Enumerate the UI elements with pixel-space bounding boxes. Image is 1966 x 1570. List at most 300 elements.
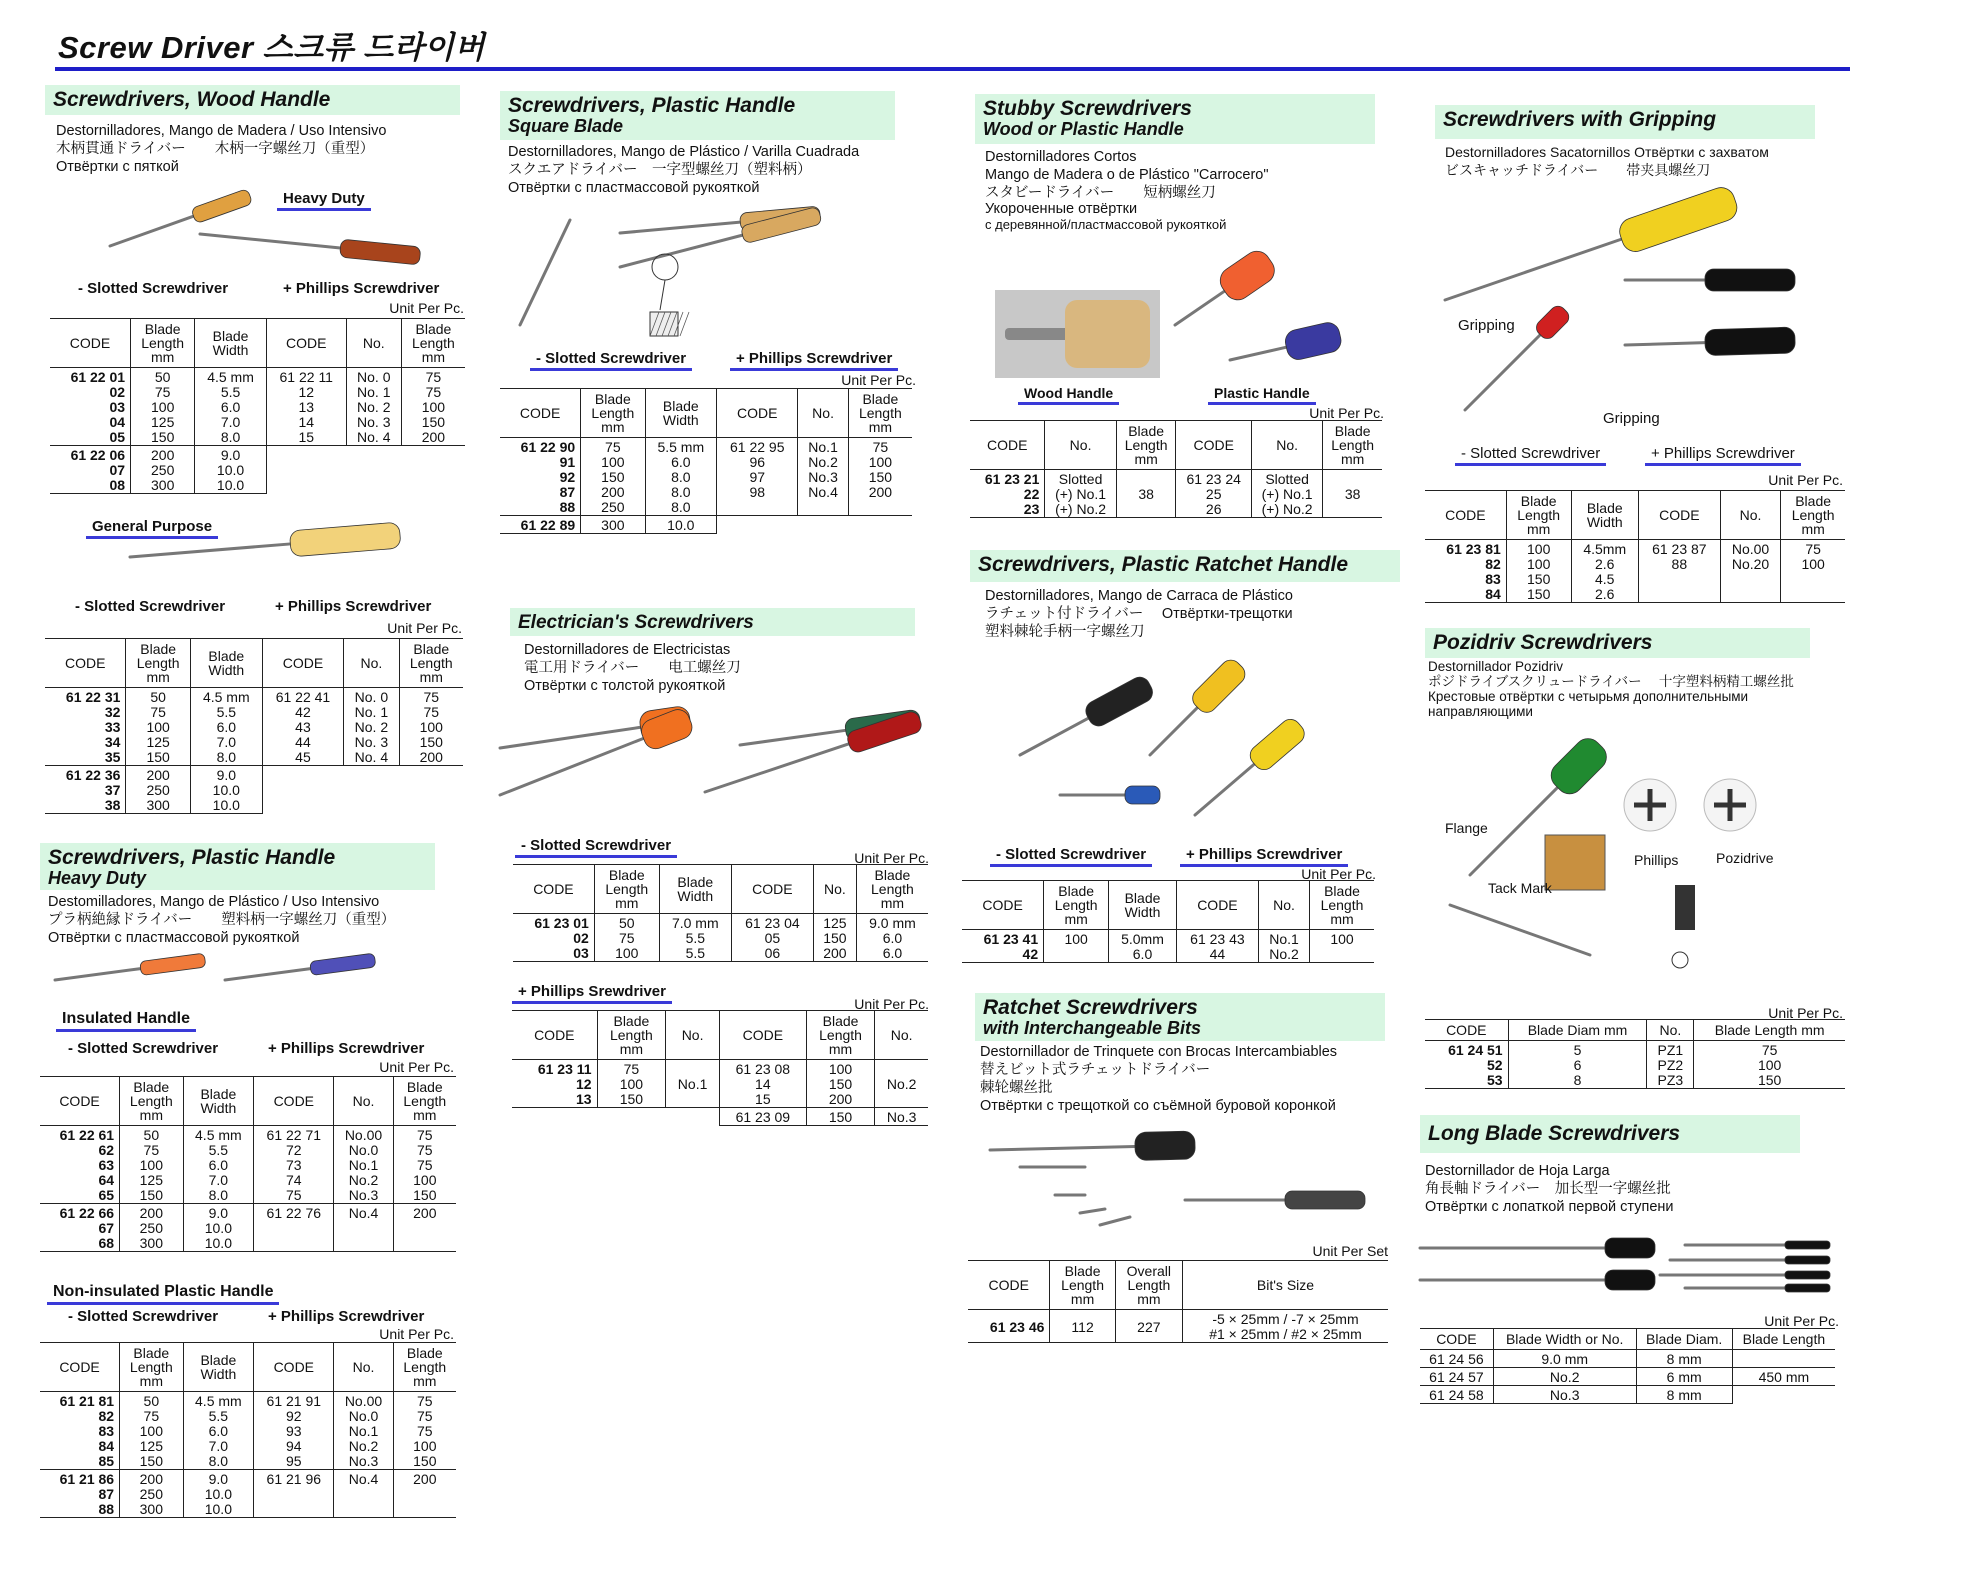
table-cell: 4.5 mm <box>183 1392 254 1410</box>
table-cell: (+) No.1 <box>1251 487 1322 502</box>
table-cell: 300 <box>581 516 645 534</box>
table-cell: 100 <box>131 400 195 415</box>
table-cell <box>266 478 346 494</box>
code-cell: 08 <box>50 478 131 494</box>
table-cell: 150 <box>393 1188 456 1204</box>
table-cell <box>266 446 346 464</box>
wood-general-purpose-table <box>45 638 463 814</box>
table-cell: 12 <box>266 385 346 400</box>
table-cell: 75 <box>393 1409 456 1424</box>
table-cell: 150 <box>401 415 465 430</box>
screwdriver-handle <box>1082 674 1156 730</box>
section-header-long-blade <box>1420 1115 1800 1153</box>
column-header: Blade Diam. <box>1636 1329 1732 1350</box>
table-cell: No.3 <box>334 1188 393 1204</box>
table-cell: 250 <box>131 463 195 478</box>
screwdriver-icon <box>1230 320 1343 361</box>
code-cell: 61 23 21 <box>984 471 1040 487</box>
code-cell: 92 <box>559 469 576 485</box>
table-cell <box>346 446 401 464</box>
title-rule <box>55 67 1850 71</box>
table-cell: No. 3 <box>346 415 401 430</box>
code-cell: 03 <box>513 946 594 962</box>
section-header-plastic-heavy-duty <box>40 843 435 890</box>
table-cell: 50 <box>120 1126 183 1144</box>
table-cell: 88 <box>1638 557 1720 572</box>
code-cell: 23 <box>970 502 1045 518</box>
table-cell <box>254 1221 334 1236</box>
table-cell: 250 <box>581 500 645 516</box>
column-header: CODE <box>40 1077 120 1126</box>
table-cell <box>1732 1386 1835 1404</box>
gripping-description <box>1445 143 1769 179</box>
pozidriv-tip-small-icon <box>1672 952 1688 968</box>
table-row <box>962 930 1374 948</box>
phillips-label: + Phillips Screwdriver <box>1645 445 1801 466</box>
table-cell: 9.0 <box>195 446 267 464</box>
table-cell: No. 0 <box>344 688 399 706</box>
table-cell: PZ1 <box>1647 1041 1694 1059</box>
table-cell: 61 23 24 <box>1176 470 1251 488</box>
table-cell <box>875 1060 928 1078</box>
table-cell: 75 <box>581 438 645 456</box>
table-cell: 45 <box>262 750 344 766</box>
table-cell <box>1720 572 1780 587</box>
wood-heavy-duty-table <box>50 318 465 494</box>
table-cell: 75 <box>597 1060 666 1078</box>
column-header: Blade Length mm <box>594 865 659 914</box>
table-cell: No.00 <box>334 1392 393 1410</box>
table-cell: 25 <box>1176 487 1251 502</box>
table-cell: 150 <box>393 1454 456 1470</box>
column-header: No. <box>1251 421 1322 470</box>
code-cell: 63 <box>98 1157 115 1173</box>
table-cell: 100 <box>1781 557 1845 572</box>
table-cell: 300 <box>126 798 191 814</box>
column-header: No. <box>798 389 848 438</box>
table-cell <box>254 1236 334 1252</box>
slotted-label: - Slotted Screwdriver <box>75 598 226 615</box>
column-header: CODE <box>1425 1020 1508 1041</box>
screwdriver-icon <box>200 234 421 265</box>
code-cell: 61 24 56 <box>1420 1350 1493 1368</box>
table-cell: No. 4 <box>344 750 399 766</box>
screwdriver-handle <box>1605 1270 1655 1290</box>
desc-spanish: Destomilladores, Mango de Plástico / Uso Intensivo <box>48 894 380 910</box>
column-header: Blade Length mm <box>401 319 465 368</box>
table-row <box>500 500 912 516</box>
table-cell: 75 <box>120 1143 183 1158</box>
phillips-label: + Phillips Screwdriver <box>268 1308 425 1325</box>
table-cell: 100 <box>597 1077 666 1092</box>
tack-mark-label: Tack Mark <box>1488 880 1552 896</box>
column-header: Blade Length mm <box>856 865 928 914</box>
table-cell: 227 <box>1115 1310 1182 1343</box>
desc-russian: Отвёртки с пластмассовой рукояткой <box>48 930 300 946</box>
table-cell: 200 <box>399 750 463 766</box>
table-row <box>970 487 1382 502</box>
table-cell: No.2 <box>1259 947 1310 963</box>
table-cell: 98 <box>717 485 798 500</box>
spec-table <box>513 864 928 962</box>
section-header-square-blade <box>500 91 895 140</box>
column-header: CODE <box>962 881 1044 930</box>
table-cell: 61 21 96 <box>254 1470 334 1488</box>
column-header: Blade Length mm <box>806 1011 875 1060</box>
code-cell: 33 <box>104 719 121 735</box>
table-cell: 50 <box>120 1392 183 1410</box>
spec-table <box>1425 1019 1845 1089</box>
screwdriver-handle <box>1785 1241 1830 1249</box>
code-cell: 61 22 01 <box>70 369 126 385</box>
table-cell: 100 <box>1694 1058 1845 1073</box>
code-cell: 61 23 41 <box>983 931 1039 947</box>
table-row <box>40 1173 456 1188</box>
column-header: No. <box>1647 1020 1694 1041</box>
table-row <box>50 400 465 415</box>
plastic-stubby-image <box>1170 240 1370 380</box>
table-row <box>50 463 465 478</box>
table-cell <box>334 1221 393 1236</box>
table-row <box>40 1188 456 1204</box>
table-cell: 125 <box>131 415 195 430</box>
table-cell: No. 1 <box>344 705 399 720</box>
code-cell: 12 <box>576 1076 592 1092</box>
table-cell: 43 <box>262 720 344 735</box>
screwdriver-icon <box>1020 674 1156 755</box>
table-row <box>1425 557 1845 572</box>
table-cell: 100 <box>581 455 645 470</box>
code-cell: 88 <box>500 500 581 516</box>
non-insulated-label: Non-insulated Plastic Handle <box>47 1283 279 1305</box>
pozidrive-tip-label: Pozidrive <box>1716 850 1774 866</box>
section-title: Screwdrivers, Wood Handle <box>53 88 331 111</box>
table-cell: No. 0 <box>346 368 401 386</box>
desc-russian: Отвёртки с лопаткой первой ступени <box>1425 1199 1674 1215</box>
column-header: Blade Length <box>1732 1329 1835 1350</box>
table-cell: 4.5 mm <box>195 368 267 386</box>
code-cell: 03 <box>109 399 126 415</box>
table-cell <box>798 516 848 534</box>
table-header-row <box>40 1077 456 1126</box>
gripping-label: Gripping <box>1458 317 1515 334</box>
section-header-ratchet-bits <box>975 993 1385 1041</box>
table-cell: No.2 <box>1493 1368 1636 1386</box>
screwdriver-handle <box>1785 1271 1830 1279</box>
code-cell: 61 23 01 <box>534 915 589 931</box>
table-row <box>970 470 1382 488</box>
table-cell <box>875 1092 928 1108</box>
screwdriver-shaft <box>1445 239 1622 300</box>
table-cell: 10.0 <box>195 463 267 478</box>
screwdriver-shaft <box>620 235 743 267</box>
table-cell: 250 <box>126 783 191 798</box>
gripping-label: Gripping <box>1603 410 1660 427</box>
unit-label: Unit Per Set <box>1312 1243 1388 1259</box>
desc-japanese-chinese: スクエアドライバー 一字型螺丝刀（塑料柄） <box>508 162 812 178</box>
code-cell: 61 22 90 <box>520 439 576 455</box>
table-cell: 14 <box>719 1077 806 1092</box>
table-cell: 10.0 <box>195 478 267 494</box>
table-cell: 200 <box>120 1470 183 1488</box>
screwdriver-icon <box>1445 184 1741 300</box>
desc-japanese-chinese: ポジドライブスクリュードライバー 十字塑料柄精工螺丝批 <box>1428 674 1794 689</box>
screwdriver-shaft <box>1020 718 1088 755</box>
phillips-label: + Phillips Screwdriver <box>730 350 898 371</box>
column-header: CODE <box>1425 491 1506 540</box>
code-cell: 05 <box>50 430 131 446</box>
section-header-pozidriv <box>1425 628 1810 658</box>
table-row <box>1425 1041 1845 1059</box>
column-header: Blade Length mm <box>848 389 912 438</box>
code-cell: 84 <box>1425 587 1506 603</box>
column-header: Blade Width <box>183 1077 254 1126</box>
table-cell: 75 <box>393 1158 456 1173</box>
table-cell <box>266 463 346 478</box>
table-cell: PZ2 <box>1647 1058 1694 1073</box>
section-header-ratchet-handle <box>970 550 1400 582</box>
code-cell: 61 21 86 <box>40 1470 120 1488</box>
screwdriver-icon <box>1150 656 1249 755</box>
desc-russian: Отвёртки с пластмассовой рукояткой <box>508 180 760 196</box>
screwdriver-shaft <box>620 222 740 233</box>
table-cell: 61 23 08 <box>719 1060 806 1078</box>
column-header: Blade Width <box>645 389 717 438</box>
table-cell: 13 <box>266 400 346 415</box>
table-cell: 250 <box>120 1221 183 1236</box>
table-cell: 61 23 04 <box>731 914 813 932</box>
table-header-row <box>968 1261 1388 1310</box>
column-header: Blade Width or No. <box>1493 1329 1636 1350</box>
screwdriver-shaft <box>500 727 641 748</box>
column-header: CODE <box>1176 881 1258 930</box>
unit-label: Unit Per Pc. <box>379 1059 454 1075</box>
table-cell: 6.0 <box>190 720 262 735</box>
table-cell <box>798 500 848 516</box>
table-row <box>50 368 465 386</box>
table-cell: No.1 <box>334 1424 393 1439</box>
table-cell: No.4 <box>334 1470 393 1488</box>
table-cell: 200 <box>126 766 191 784</box>
code-cell: 91 <box>559 454 576 470</box>
table-cell: 61 22 76 <box>254 1204 334 1222</box>
code-cell: 61 22 66 <box>40 1204 120 1222</box>
column-header: Blade Diam mm <box>1508 1020 1647 1041</box>
screwdriver-shaft <box>1100 1217 1130 1225</box>
screwdriver-icon <box>1100 1217 1130 1225</box>
section-header-gripping <box>1435 105 1815 139</box>
section-subtitle: Wood or Plastic Handle <box>983 119 1184 139</box>
table-row <box>45 705 463 720</box>
table-row <box>40 1204 456 1222</box>
table-cell <box>393 1502 456 1518</box>
table-cell: 44 <box>1176 947 1258 963</box>
arrow-icon <box>660 280 665 310</box>
column-header: No. <box>813 865 856 914</box>
spec-table <box>962 880 1374 963</box>
spec-table <box>50 318 465 494</box>
slotted-label: - Slotted Screwdriver <box>1455 445 1606 466</box>
table-row <box>513 931 928 946</box>
column-header: Blade Length mm <box>399 639 463 688</box>
table-row <box>40 1392 456 1410</box>
table-cell <box>1323 502 1382 518</box>
table-cell <box>346 478 401 494</box>
table-cell: 100 <box>1310 930 1375 948</box>
table-cell: 10.0 <box>183 1221 254 1236</box>
table-header-row <box>512 1011 928 1060</box>
table-cell: 75 <box>401 385 465 400</box>
table-cell <box>666 1108 720 1126</box>
screwdriver-icon <box>705 710 923 792</box>
table-cell: 200 <box>393 1204 456 1222</box>
phillips-tip-label: Phillips <box>1634 852 1679 868</box>
table-cell: 8.0 <box>190 750 262 766</box>
table-cell: 7.0 <box>195 415 267 430</box>
table-cell: 74 <box>254 1173 334 1188</box>
code-cell: 88 <box>40 1502 120 1518</box>
table-cell: 10.0 <box>183 1502 254 1518</box>
ratchet-handle-image <box>1000 645 1340 835</box>
code-cell: 61 24 57 <box>1420 1368 1493 1386</box>
table-cell: 5.5 <box>183 1143 254 1158</box>
table-cell: 100 <box>1506 557 1571 572</box>
table-cell <box>717 516 798 534</box>
table-cell: (+) No.1 <box>1045 487 1116 502</box>
table-cell: No.1 <box>798 438 848 456</box>
square-blade-image <box>520 215 830 340</box>
table-cell: 150 <box>1694 1073 1845 1089</box>
code-cell: 52 <box>1487 1057 1503 1073</box>
table-cell: No.4 <box>334 1204 393 1222</box>
code-cell <box>512 1108 597 1126</box>
table-cell: 8 mm <box>1636 1386 1732 1404</box>
section-subtitle: Heavy Duty <box>48 868 147 888</box>
screwdriver-icon <box>1660 1271 1830 1279</box>
table-row <box>970 502 1382 518</box>
column-header: CODE <box>500 389 581 438</box>
desc-spanish-2: Mango de Madera o de Plástico "Carrocero" <box>985 167 1269 183</box>
screwdriver-handle <box>1605 1238 1655 1258</box>
gripping-screwdriver-image <box>1435 180 1805 435</box>
table-row <box>1425 587 1845 603</box>
table-cell: No.3 <box>798 470 848 485</box>
table-cell <box>334 1236 393 1252</box>
table-cell: 150 <box>120 1188 183 1204</box>
unit-label: Unit Per Pc. <box>854 850 929 866</box>
column-header: Blade Length mm <box>120 1077 183 1126</box>
table-cell <box>399 783 463 798</box>
section-title: Screwdrivers, Plastic Handle <box>508 94 796 117</box>
table-cell: (+) No.2 <box>1045 502 1116 518</box>
screwdriver-shaft <box>520 220 570 325</box>
desc-russian: Отвёртки с пяткой <box>56 159 179 175</box>
table-cell: 150 <box>399 735 463 750</box>
column-header: Blade Width <box>659 865 731 914</box>
screwdriver-handle <box>310 953 376 975</box>
section-header-stubby <box>975 94 1375 144</box>
column-header: CODE <box>968 1261 1050 1310</box>
table-cell: 75 <box>848 438 912 456</box>
table-cell <box>666 1060 720 1078</box>
wood-handle <box>1065 300 1150 368</box>
table-cell: 75 <box>1781 540 1845 558</box>
stubby-description <box>985 148 1269 232</box>
table-row <box>1420 1386 1835 1404</box>
slotted-label: - Slotted Screwdriver <box>990 846 1152 867</box>
table-cell: 61 21 91 <box>254 1392 334 1410</box>
code-cell: 64 <box>98 1172 115 1188</box>
table-row <box>1420 1368 1835 1386</box>
table-cell: 7.0 mm <box>659 914 731 932</box>
section-title: Electrician's Screwdrivers <box>518 612 754 633</box>
table-cell: 10.0 <box>190 798 262 814</box>
spec-table <box>500 388 912 534</box>
desc-chinese: 棘轮螺丝批 <box>980 1080 1053 1096</box>
table-row <box>50 385 465 400</box>
table-row <box>40 1487 456 1502</box>
desc-japanese: 替えビット式ラチェットドライバー <box>980 1062 1211 1078</box>
table-cell: No.3 <box>334 1454 393 1470</box>
stubby-table <box>970 420 1382 518</box>
desc-russian: Отвёртки с толстой рукояткой <box>524 678 726 694</box>
code-cell: 87 <box>98 1486 115 1502</box>
square-description <box>508 143 859 197</box>
desc-chinese: 塑料棘轮手柄一字螺丝刀 <box>985 624 1145 640</box>
column-header: No. <box>666 1011 720 1060</box>
table-cell <box>717 500 798 516</box>
table-cell: 100 <box>120 1158 183 1173</box>
unit-label: Unit Per Pc. <box>389 300 464 316</box>
table-header-row <box>970 421 1382 470</box>
column-header: Bit's Size <box>1182 1261 1388 1310</box>
code-cell: 61 23 81 <box>1446 541 1501 557</box>
wood-handle-heavy-duty-image <box>100 196 430 276</box>
plastic-handle-label: Plastic Handle <box>1208 385 1316 405</box>
column-header: No. <box>1259 881 1310 930</box>
table-cell: 4.5 <box>1571 572 1638 587</box>
table-row <box>500 485 912 500</box>
table-cell: 50 <box>131 368 195 386</box>
table-row <box>50 446 465 464</box>
table-cell <box>399 766 463 784</box>
table-cell: 92 <box>254 1409 334 1424</box>
column-header: No. <box>875 1011 928 1060</box>
column-header: CODE <box>512 1011 597 1060</box>
desc-russian-2: с деревянной/пластмассовой рукояткой <box>985 217 1227 232</box>
table-cell: 100 <box>806 1060 875 1078</box>
table-cell: 150 <box>120 1454 183 1470</box>
table-cell: 8.0 <box>183 1454 254 1470</box>
table-row <box>45 750 463 766</box>
table-cell: 61 23 43 <box>1176 930 1258 948</box>
slotted-label: - Slotted Screwdriver <box>68 1040 219 1057</box>
table-cell: 93 <box>254 1424 334 1439</box>
table-row <box>512 1092 928 1108</box>
table-cell: 200 <box>806 1092 875 1108</box>
table-row <box>512 1108 928 1126</box>
desc-spanish: Destornillador de Hoja Larga <box>1425 1163 1610 1179</box>
table-cell: 61 22 71 <box>254 1126 334 1144</box>
screwdriver-shaft <box>1150 707 1198 755</box>
table-row <box>40 1409 456 1424</box>
column-header: CODE <box>1176 421 1251 470</box>
table-cell <box>334 1502 393 1518</box>
table-cell: 97 <box>717 470 798 485</box>
screwdriver-icon <box>1420 1270 1655 1290</box>
table-cell: 450 mm <box>1732 1368 1835 1386</box>
screwdriver-handle <box>289 522 401 557</box>
